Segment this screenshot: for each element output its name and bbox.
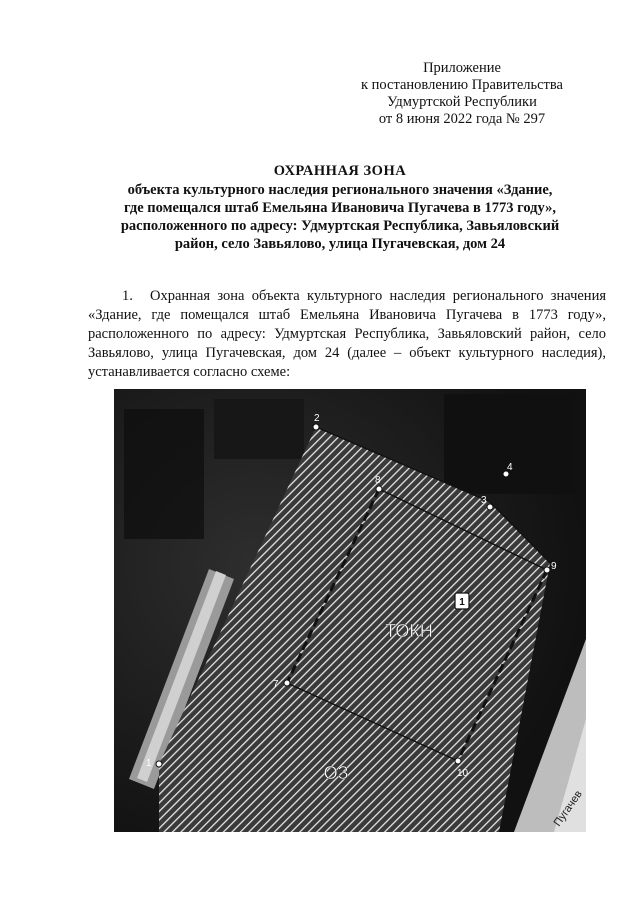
paragraph-text: Охранная зона объекта культурного наследия регионального значения «Здание, где помещался штаб Емельяна Ивановича Пугачева в 1773 году», расположенного по адресу: Удмуртская Республика, Завьяловский район, село Завьялово, улица Пугачевская, дом 24 (далее – объект культурного наследия), устанавливается согласно схеме: xyxy=(88,288,606,380)
appendix-line: Удмуртской Республики xyxy=(387,94,537,110)
tokn-label: ТОКН xyxy=(385,621,433,641)
paragraph-1 xyxy=(88,287,606,382)
point-3-label: 3 xyxy=(481,495,487,506)
point-8-marker xyxy=(376,486,382,492)
document-title xyxy=(60,162,620,253)
building-shadow xyxy=(444,394,574,494)
point-10-label: 10 xyxy=(457,768,469,779)
title-line: где помещался штаб Емельяна Ивановича Пугачева в 1773 году», xyxy=(124,200,556,216)
point-1-label: 1 xyxy=(146,758,152,769)
point-9-marker xyxy=(544,567,550,573)
appendix-date-line: от 8 июня 2022 года № 297 xyxy=(378,111,546,127)
point-4-label: 4 xyxy=(507,462,513,473)
appendix-block xyxy=(332,60,592,128)
oz-label: ОЗ xyxy=(323,763,349,783)
object-marker-label: 1 xyxy=(459,597,465,608)
zone-scheme-map xyxy=(114,389,586,832)
point-10-marker xyxy=(455,758,461,764)
point-9-label: 9 xyxy=(551,561,557,572)
map-svg xyxy=(114,389,586,832)
title-line: расположенного по адресу: Удмуртская Республика, Завьяловский xyxy=(120,218,560,234)
point-7-label: 7 xyxy=(273,679,279,690)
street-label: Пугачев xyxy=(551,788,585,829)
appendix-line: к постановлению Правительства xyxy=(361,77,563,93)
point-3-marker xyxy=(487,504,493,510)
appendix-line: Приложение xyxy=(423,60,501,76)
tree-shadow xyxy=(124,409,204,539)
point-2-label: 2 xyxy=(314,413,320,424)
title-line: объекта культурного наследия регионального значения «Здание, xyxy=(127,182,553,198)
paragraph-number: 1. xyxy=(122,288,133,304)
point-2-marker xyxy=(313,424,319,430)
point-1-marker xyxy=(156,761,162,767)
point-7-marker xyxy=(284,680,290,686)
title-heading: ОХРАННАЯ ЗОНА xyxy=(273,163,407,179)
roof-shadow xyxy=(214,399,304,459)
point-8-label: 8 xyxy=(375,475,381,486)
title-line: район, село Завьялово, улица Пугачевская, дом 24 xyxy=(174,236,506,252)
